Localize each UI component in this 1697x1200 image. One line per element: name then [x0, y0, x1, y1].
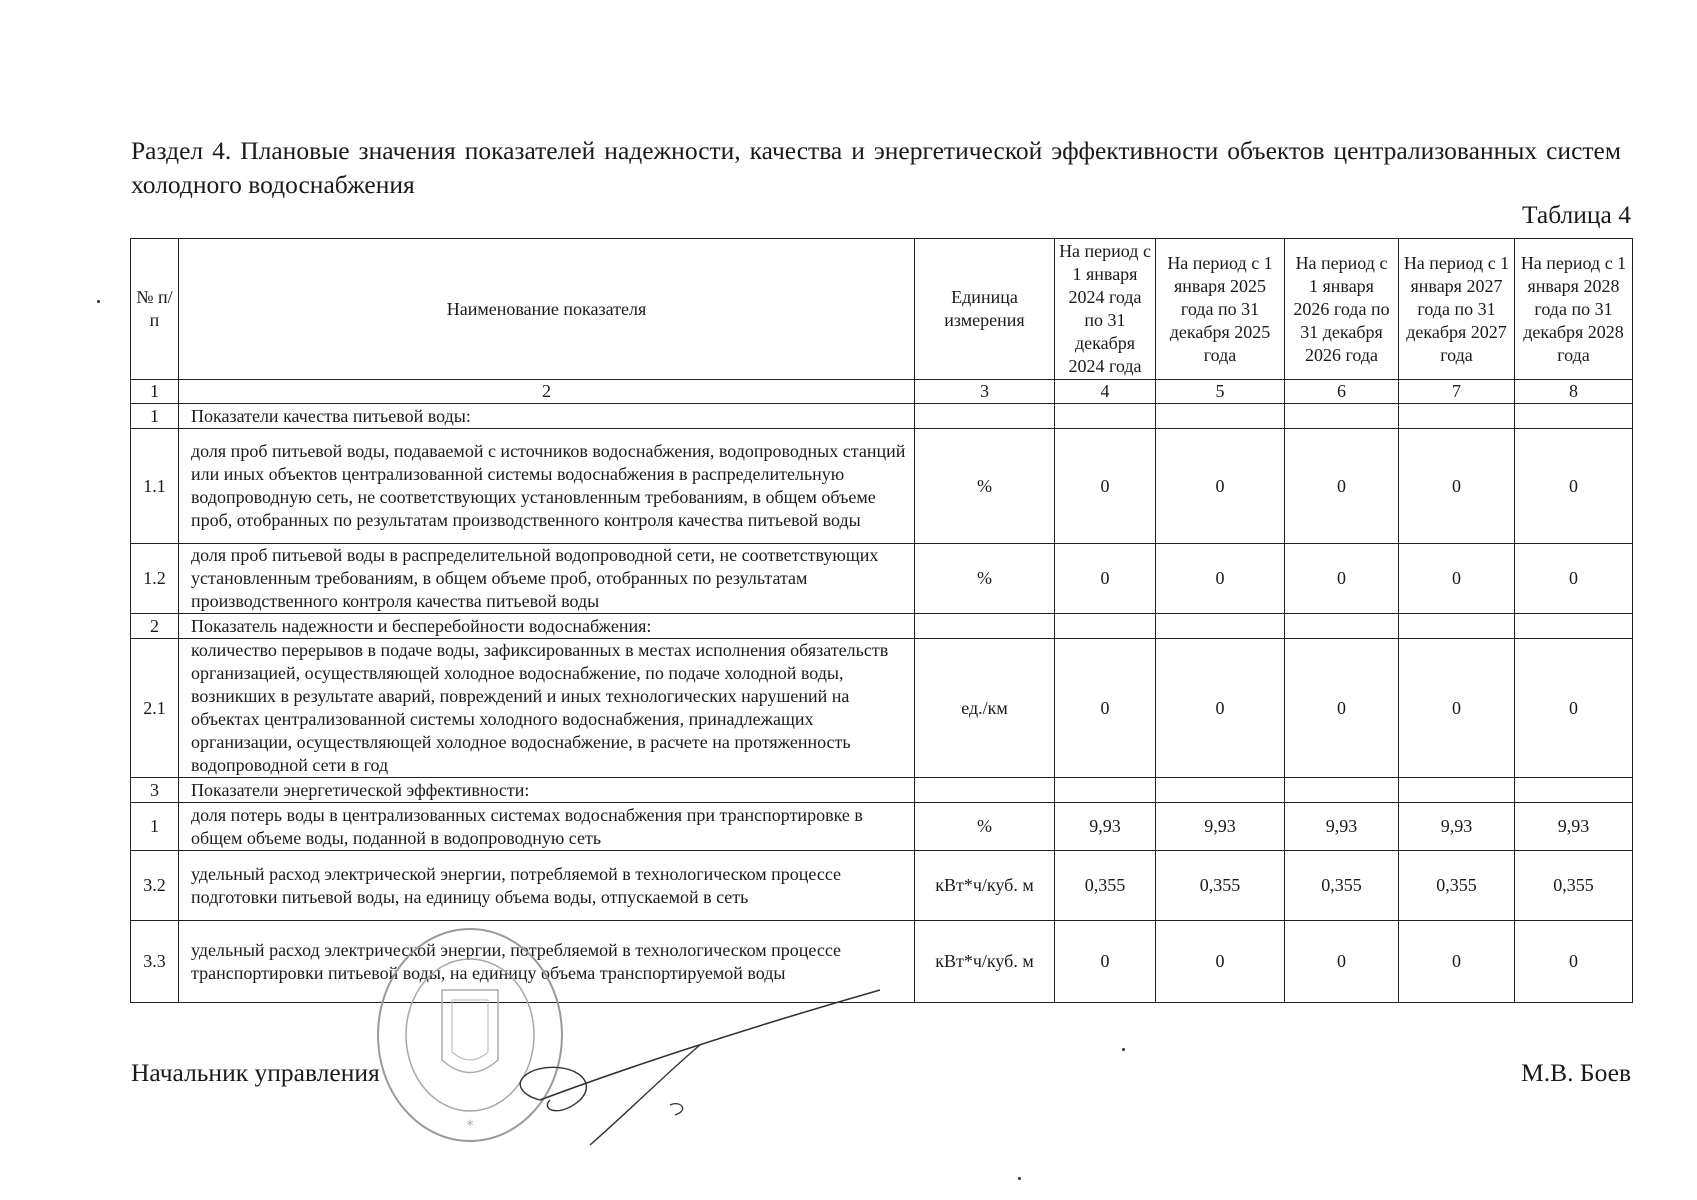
value-2024: 0,355 — [1055, 851, 1156, 921]
empty-cell — [1156, 614, 1285, 639]
row-num: 2.1 — [131, 639, 179, 778]
section-title: Раздел 4. Плановые значения показателей надежности, качества и энергетической эффективности объектов централизованных систем холодного водоснабжения — [131, 136, 1621, 199]
unit-cell: % — [915, 544, 1055, 614]
empty-cell — [1515, 778, 1633, 803]
indicator-name: удельный расход электрической энергии, потребляемой в технологическом процессе транспортировки питьевой воды, на единицу объема транспортируемой воды — [179, 921, 915, 1003]
scan-speck — [1122, 1048, 1125, 1051]
table-row — [131, 851, 1633, 921]
value-2027: 9,93 — [1399, 803, 1515, 851]
indicator-name: удельный расход электрической энергии, потребляемой в технологическом процессе подготовки питьевой воды, на единицу объема воды, отпускаемой в сеть — [179, 851, 915, 921]
value-2026: 0 — [1285, 639, 1399, 778]
indicator-name: доля потерь воды в централизованных системах водоснабжения при транспортировке в общем объеме воды, поданной в водопроводную сеть — [179, 803, 915, 851]
signatory-position: Начальник управления — [131, 1058, 380, 1087]
scan-speck — [97, 300, 100, 303]
scan-speck — [1018, 1177, 1021, 1180]
empty-cell — [1156, 404, 1285, 429]
table-row — [131, 429, 1633, 544]
row-num: 3 — [131, 778, 179, 803]
value-2028: 0,355 — [1515, 851, 1633, 921]
value-2025: 0 — [1156, 639, 1285, 778]
signature — [480, 950, 900, 1150]
row-num: 1 — [131, 404, 179, 429]
value-2028: 9,93 — [1515, 803, 1633, 851]
empty-cell — [915, 778, 1055, 803]
value-2025: 9,93 — [1156, 803, 1285, 851]
column-number: 2 — [179, 380, 915, 404]
empty-cell — [915, 404, 1055, 429]
indicator-name: доля проб питьевой воды в распределительной водопроводной сети, не соответствующих установленным требованиям, в общем объеме проб, отобранных по результатам производственного контроля качества питьевой воды — [179, 544, 915, 614]
value-2027: 0 — [1399, 429, 1515, 544]
empty-cell — [1055, 614, 1156, 639]
header-period-2026: На период с 1 января 2026 года по 31 декабря 2026 года — [1285, 239, 1399, 380]
indicators-table — [130, 238, 1633, 1003]
empty-cell — [1515, 614, 1633, 639]
row-num: 1 — [131, 803, 179, 851]
empty-cell — [1156, 778, 1285, 803]
group-row-reliability — [131, 614, 1633, 639]
unit-cell: % — [915, 803, 1055, 851]
value-2026: 0 — [1285, 544, 1399, 614]
column-number: 7 — [1399, 380, 1515, 404]
row-num: 3.2 — [131, 851, 179, 921]
value-2028: 0 — [1515, 639, 1633, 778]
value-2028: 0 — [1515, 921, 1633, 1003]
empty-cell — [1285, 404, 1399, 429]
column-number: 4 — [1055, 380, 1156, 404]
svg-text:*: * — [466, 1118, 474, 1134]
indicator-name: количество перерывов в подаче воды, зафиксированных в местах исполнения обязательств организацией, осуществляющей холодное водоснабжение, по подаче холодной воды, возникших в результате аварий, повреждений и иных технологических нарушений на объектах централизованной системы холодного водоснабжения, принадлежащих организации, осуществляющей холодное водоснабжение, в расчете на протяженность водопроводной сети в год — [179, 639, 915, 778]
value-2025: 0 — [1156, 544, 1285, 614]
value-2024: 0 — [1055, 544, 1156, 614]
value-2025: 0 — [1156, 429, 1285, 544]
value-2024: 9,93 — [1055, 803, 1156, 851]
table-label: Таблица 4 — [1521, 200, 1631, 229]
header-period-2024: На период с 1 января 2024 года по 31 декабря 2024 года — [1055, 239, 1156, 380]
value-2026: 0,355 — [1285, 851, 1399, 921]
header-num: № п/п — [131, 239, 179, 380]
value-2024: 0 — [1055, 921, 1156, 1003]
value-2024: 0 — [1055, 639, 1156, 778]
group-name: Показатели качества питьевой воды: — [179, 404, 915, 429]
value-2026: 9,93 — [1285, 803, 1399, 851]
value-2027: 0 — [1399, 544, 1515, 614]
column-number-row — [131, 380, 1633, 404]
empty-cell — [1515, 404, 1633, 429]
header-unit: Единица измерения — [915, 239, 1055, 380]
header-period-2025: На период с 1 января 2025 года по 31 декабря 2025 года — [1156, 239, 1285, 380]
empty-cell — [1285, 614, 1399, 639]
value-2027: 0 — [1399, 639, 1515, 778]
header-row — [131, 239, 1633, 380]
value-2025: 0 — [1156, 921, 1285, 1003]
empty-cell — [1285, 778, 1399, 803]
column-number: 6 — [1285, 380, 1399, 404]
group-row-quality — [131, 404, 1633, 429]
row-num: 2 — [131, 614, 179, 639]
empty-cell — [1399, 614, 1515, 639]
header-period-2028: На период с 1 января 2028 года по 31 декабря 2028 года — [1515, 239, 1633, 380]
unit-cell: % — [915, 429, 1055, 544]
signatory-name: М.В. Боев — [1521, 1058, 1631, 1087]
column-number: 3 — [915, 380, 1055, 404]
unit-cell: кВт*ч/куб. м — [915, 921, 1055, 1003]
row-num: 3.3 — [131, 921, 179, 1003]
column-number: 5 — [1156, 380, 1285, 404]
unit-cell: ед./км — [915, 639, 1055, 778]
table-row — [131, 639, 1633, 778]
unit-cell: кВт*ч/куб. м — [915, 851, 1055, 921]
value-2024: 0 — [1055, 429, 1156, 544]
empty-cell — [1055, 778, 1156, 803]
table-row — [131, 544, 1633, 614]
column-number: 1 — [131, 380, 179, 404]
value-2028: 0 — [1515, 429, 1633, 544]
empty-cell — [915, 614, 1055, 639]
value-2027: 0,355 — [1399, 851, 1515, 921]
empty-cell — [1399, 404, 1515, 429]
row-num: 1.2 — [131, 544, 179, 614]
header-period-2027: На период с 1 января 2027 года по 31 декабря 2027 года — [1399, 239, 1515, 380]
table-row — [131, 803, 1633, 851]
group-name: Показатель надежности и бесперебойности водоснабжения: — [179, 614, 915, 639]
empty-cell — [1055, 404, 1156, 429]
header-name: Наименование показателя — [179, 239, 915, 380]
row-num: 1.1 — [131, 429, 179, 544]
value-2026: 0 — [1285, 921, 1399, 1003]
empty-cell — [1399, 778, 1515, 803]
group-row-energy — [131, 778, 1633, 803]
group-name: Показатели энергетической эффективности: — [179, 778, 915, 803]
value-2025: 0,355 — [1156, 851, 1285, 921]
value-2028: 0 — [1515, 544, 1633, 614]
value-2027: 0 — [1399, 921, 1515, 1003]
indicator-name: доля проб питьевой воды, подаваемой с источников водоснабжения, водопроводных станций или иных объектов централизованной системы водоснабжения в распределительную водопроводную сеть, не соответствующих установленным требованиям, в общем объеме проб, отобранных по результатам производственного контроля качества питьевой воды — [179, 429, 915, 544]
value-2026: 0 — [1285, 429, 1399, 544]
column-number: 8 — [1515, 380, 1633, 404]
